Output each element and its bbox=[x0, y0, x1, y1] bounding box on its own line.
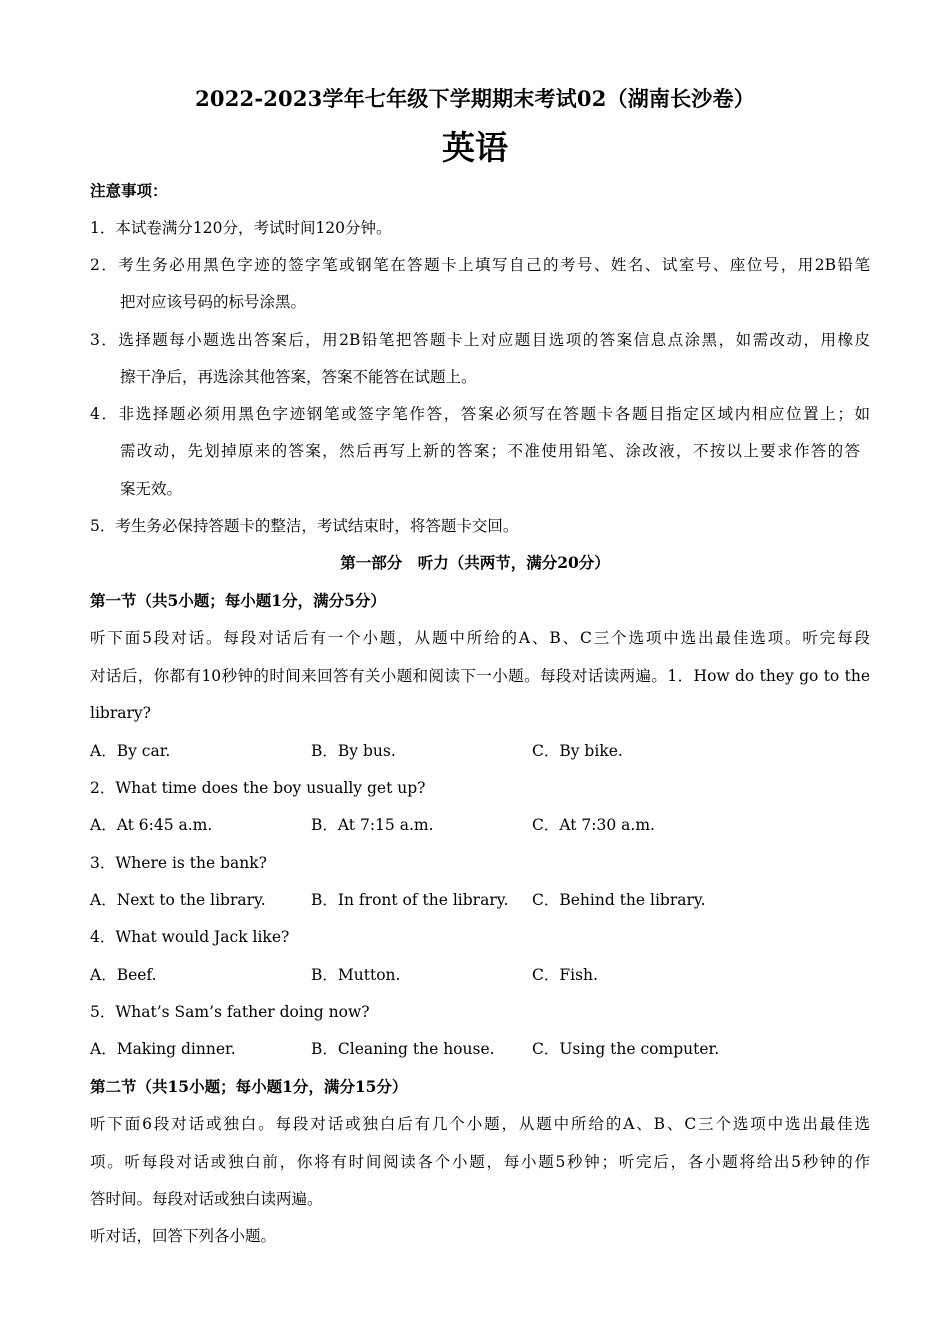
note-item-1: 1．本试卷满分120分，考试时间120分钟。 bbox=[90, 219, 392, 237]
note-item-4-line-1: 4．非选择题必须用黑色字迹钢笔或签字笔作答，答案必须写在答题卡各题目指定区域内相应位置上；如 bbox=[90, 405, 870, 423]
q4-option-c: C．Fish. bbox=[532, 966, 598, 984]
section2-instructions-line-3: 答时间。每段对话或独白读两遍。 bbox=[90, 1190, 323, 1208]
q3-stem: 3．Where is the bank? bbox=[90, 854, 267, 872]
part1-heading: 第一部分 听力（共两节，满分20分） bbox=[340, 553, 610, 572]
q5-stem: 5．What’s Sam’s father doing now? bbox=[90, 1003, 370, 1021]
notes-heading: 注意事项： bbox=[90, 181, 168, 200]
note-item-2-line-1: 2．考生务必用黑色字迹的签字笔或钢笔在答题卡上填写自己的考号、姓名、试室号、座位号，用2B铅笔 bbox=[90, 256, 870, 274]
q5-option-b: B．Cleaning the house. bbox=[311, 1040, 495, 1058]
section2-instructions-line-2: 项。听每段对话或独白前，你将有时间阅读各个小题，每小题5秒钟；听完后，各小题将给出5秒钟的作 bbox=[90, 1153, 870, 1171]
q3-option-b: B．In front of the library. bbox=[311, 891, 509, 909]
note-item-3-line-2: 擦干净后，再选涂其他答案，答案不能答在试题上。 bbox=[120, 368, 477, 386]
q1-option-c: C．By bike. bbox=[532, 742, 623, 760]
section1-instructions-line-2: 对话后，你都有10秒钟的时间来回答有关小题和阅读下一小题。每段对话读两遍。1．How do they go to the bbox=[90, 667, 870, 685]
q3-option-c: C．Behind the library. bbox=[532, 891, 706, 909]
q2-option-a: A．At 6:45 a.m. bbox=[90, 816, 213, 834]
q1-option-a: A．By car. bbox=[90, 742, 171, 760]
subject-title: 英语 bbox=[442, 128, 508, 167]
q2-option-c: C．At 7:30 a.m. bbox=[532, 816, 655, 834]
note-item-4-line-2: 需改动，先划掉原来的答案，然后再写上新的答案；不准使用铅笔、涂改液，不按以上要求作答的答 bbox=[120, 442, 860, 460]
exam-title: 2022-2023学年七年级下学期期末考试02（湖南长沙卷） bbox=[195, 86, 755, 111]
q4-option-a: A．Beef. bbox=[90, 966, 157, 984]
q3-option-a: A．Next to the library. bbox=[90, 891, 266, 909]
q4-option-b: B．Mutton. bbox=[311, 966, 401, 984]
note-item-2-line-2: 把对应该号码的标号涂黑。 bbox=[120, 293, 307, 311]
q5-option-a: A．Making dinner. bbox=[90, 1040, 236, 1058]
q1-option-b: B．By bus. bbox=[311, 742, 396, 760]
note-item-5: 5．考生务必保持答题卡的整洁，考试结束时，将答题卡交回。 bbox=[90, 517, 519, 535]
section2-prompt: 听对话，回答下列各小题。 bbox=[90, 1227, 277, 1245]
section1-instructions-line-1: 听下面5段对话。每段对话后有一个小题，从题中所给的A、B、C三个选项中选出最佳选项。听完每段 bbox=[90, 629, 870, 647]
q4-stem: 4．What would Jack like? bbox=[90, 928, 290, 946]
q2-stem: 2．What time does the boy usually get up? bbox=[90, 779, 426, 797]
note-item-3-line-1: 3．选择题每小题选出答案后，用2B铅笔把答题卡上对应题目选项的答案信息点涂黑，如需改动，用橡皮 bbox=[90, 331, 870, 349]
section1-heading: 第一节（共5小题；每小题1分，满分5分） bbox=[90, 591, 386, 610]
note-item-4-line-3: 案无效。 bbox=[120, 480, 183, 498]
section2-heading: 第二节（共15小题；每小题1分，满分15分） bbox=[90, 1077, 408, 1096]
section2-instructions-line-1: 听下面6段对话或独白。每段对话或独白后有几个小题，从题中所给的A、B、C三个选项中选出最佳选 bbox=[90, 1115, 870, 1133]
q5-option-c: C．Using the computer. bbox=[532, 1040, 720, 1058]
section1-instructions-line-3: library? bbox=[90, 704, 151, 722]
q2-option-b: B．At 7:15 a.m. bbox=[311, 816, 434, 834]
